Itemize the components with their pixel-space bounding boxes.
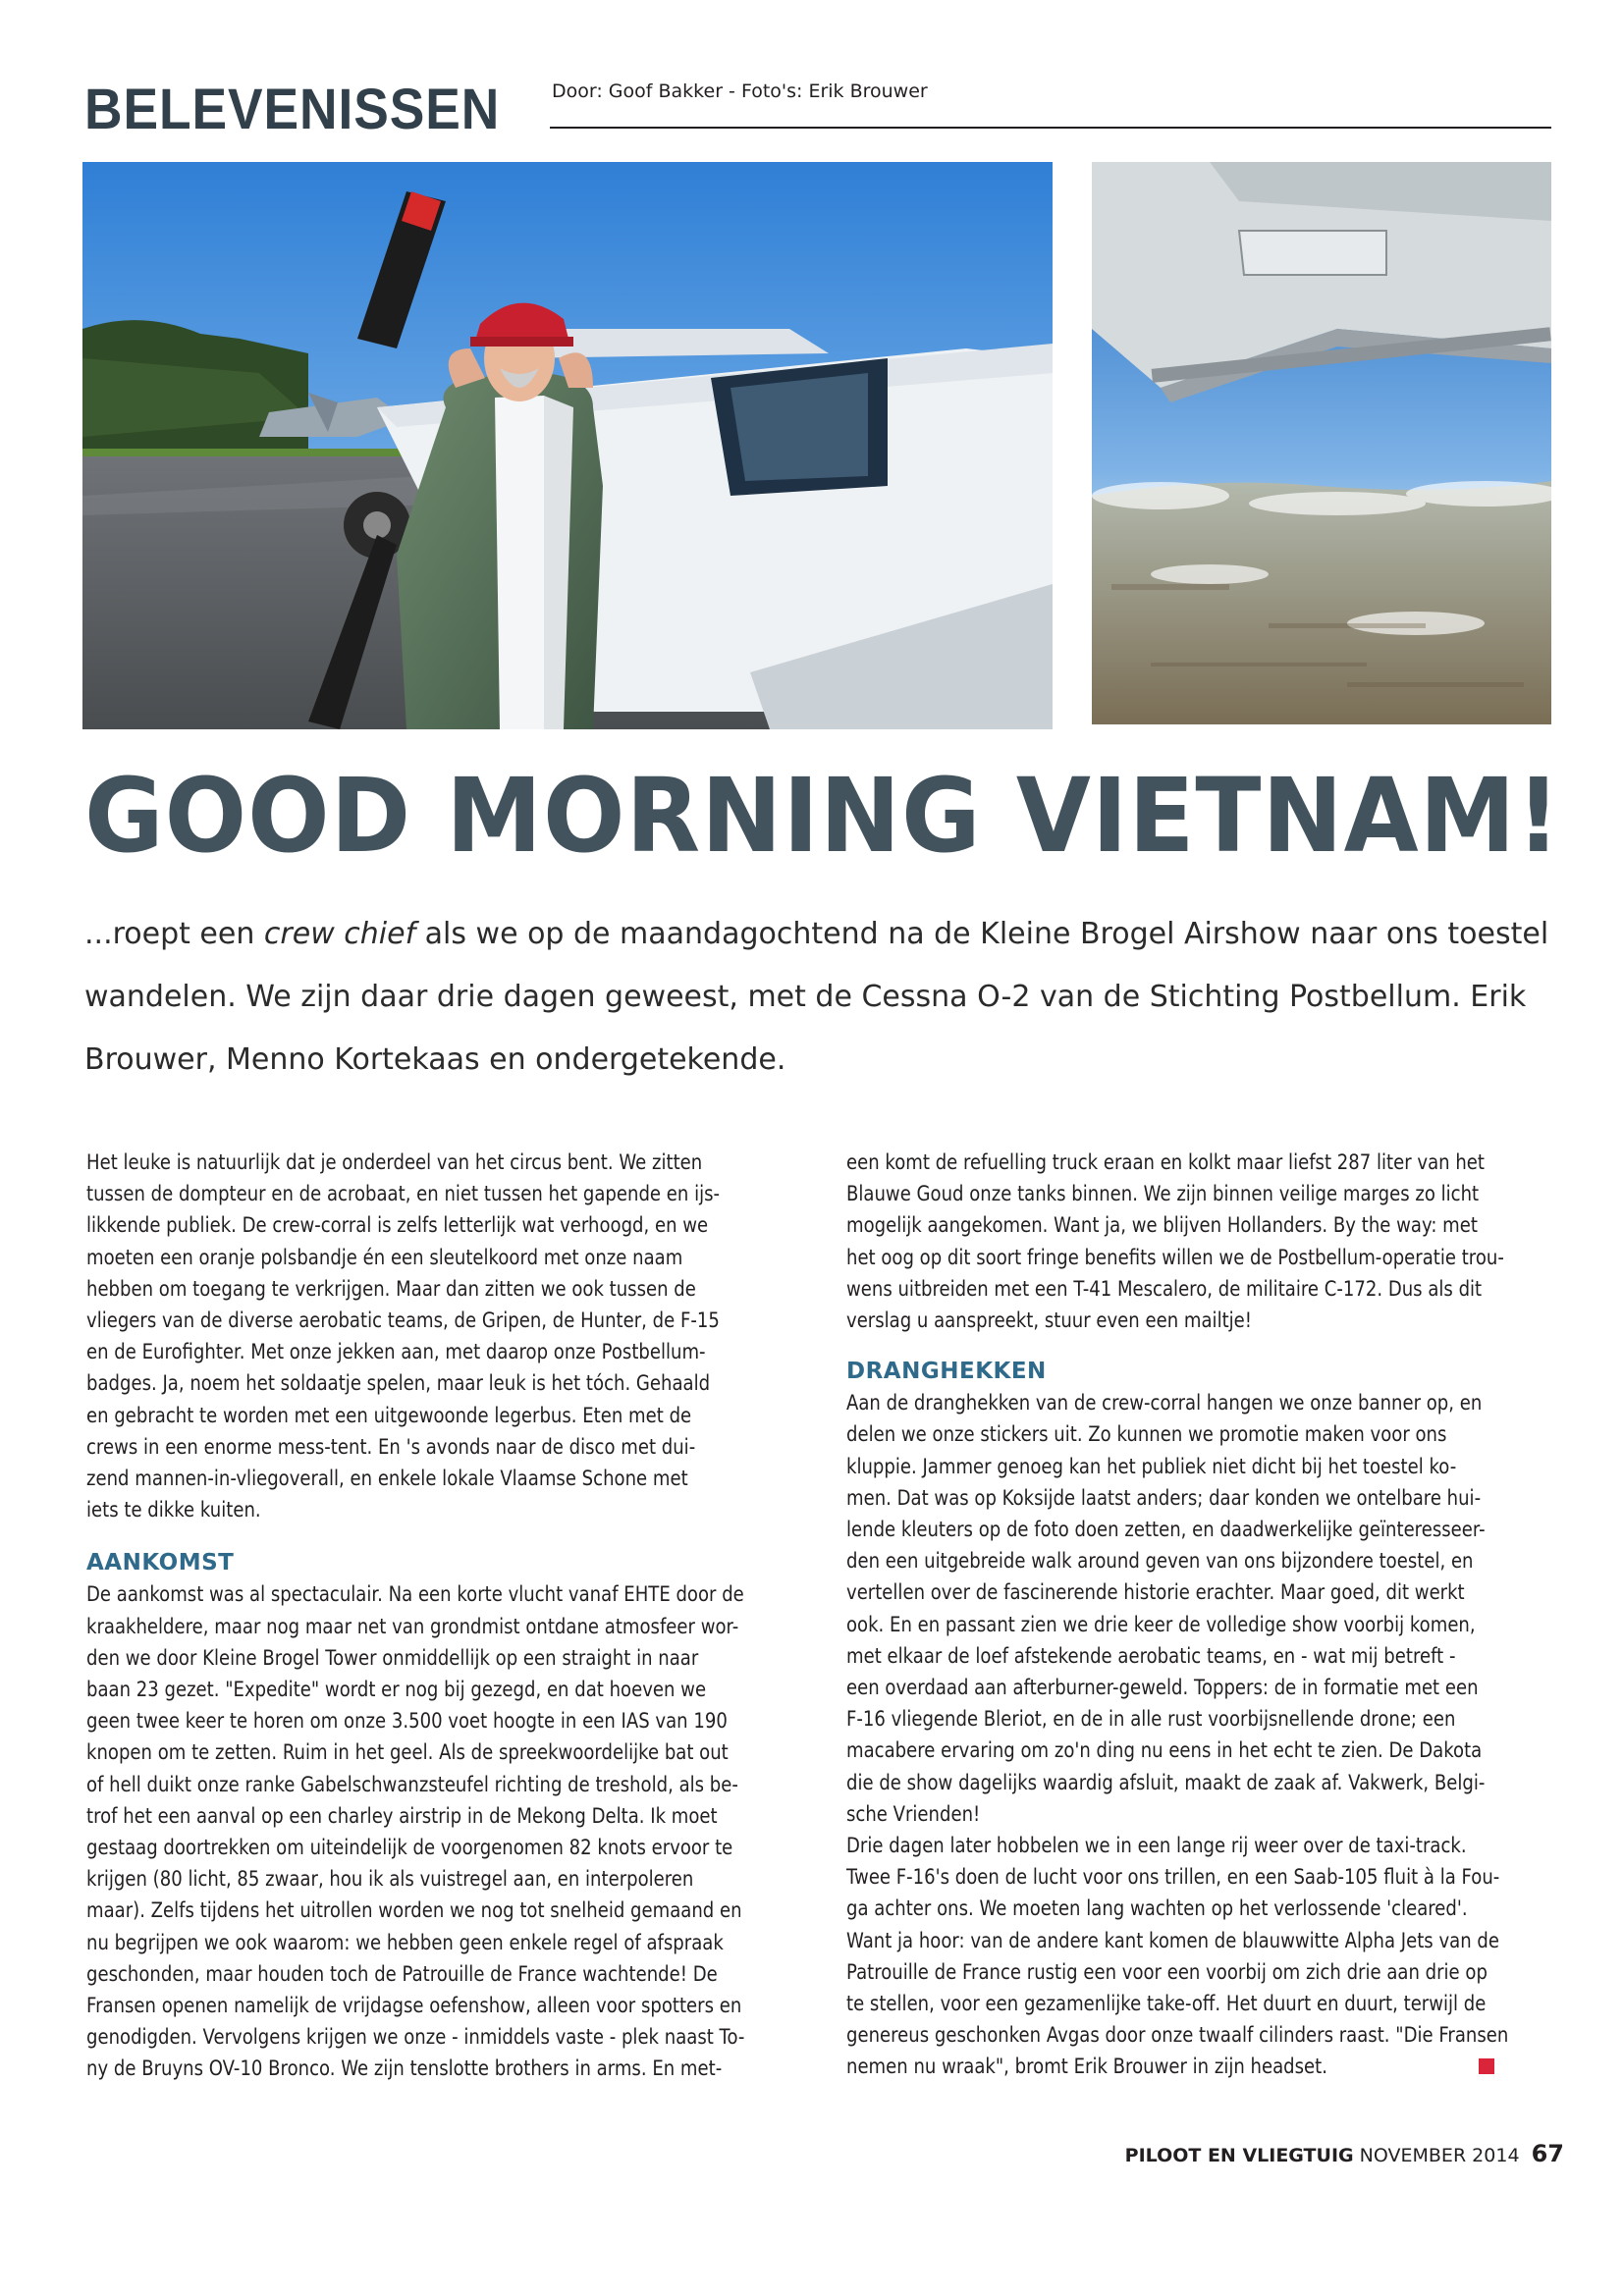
- text-line: baan 23 gezet. "Expedite" wordt er nog bij gezegd, en dat hoeven we: [86, 1678, 707, 1702]
- intro-line-1: [84, 903, 1567, 966]
- text-line: en de Eurofighter. Met onze jekken aan, met daarop onze Postbellum-: [86, 1340, 706, 1364]
- text-line: Twee F-16's doen de lucht voor ons trillen, en een Saab-105 fluit à la Fou-: [846, 1865, 1500, 1890]
- text-line: Drie dagen later hobbelen we in een lange rij weer over de taxi-track.: [846, 1834, 1467, 1858]
- text-line: crews in een enorme mess-tent. En 's avonds naar de disco met dui-: [86, 1434, 696, 1459]
- intro-line-1-start: ...roept een: [84, 917, 264, 951]
- text-line: De aankomst was al spectaculair. Na een korte vlucht vanaf EHTE door de: [86, 1582, 744, 1607]
- heading-dranghekken: DRANGHEKKEN: [846, 1359, 1047, 1385]
- intro-line-1-emphasis: crew chief: [263, 917, 416, 951]
- text-line: tussen de dompteur en de acrobaat, en niet tussen het gapende en ijs-: [86, 1182, 721, 1206]
- footer: [1125, 2140, 1564, 2167]
- text-line: zend mannen-in-vliegoverall, en enkele lokale Vlaamse Schone met: [86, 1467, 688, 1491]
- text-line: vliegers van de diverse aerobatic teams, de Gripen, de Hunter, de F-15: [86, 1308, 720, 1333]
- right-column: [846, 1147, 1573, 2083]
- text-line: geschonden, maar houden toch de Patrouille de France wachtende! De: [86, 1961, 718, 1986]
- footer-issue: NOVEMBER 2014: [1359, 2145, 1520, 2166]
- section-title: BELEVENISSEN: [84, 78, 501, 141]
- right-paragraph-2: [846, 1387, 1573, 2082]
- text-line: badges. Ja, noem het soldaatje spelen, maar leuk is het tóch. Gehaald: [86, 1371, 711, 1396]
- text-line: verslag u aanspreekt, stuur even een mailtje!: [846, 1308, 1253, 1333]
- text-line: likkende publiek. De crew-corral is zelfs letterlijk wat verhoogd, en we: [86, 1213, 709, 1238]
- end-mark-icon: [1479, 2058, 1494, 2074]
- text-line: lende kleuters op de foto doen zetten, en daadwerkelijke geïnteresseer-: [846, 1518, 1486, 1542]
- text-line: moeten een oranje polsbandje én een sleutelkoord met onze naam: [86, 1245, 683, 1269]
- headline: GOOD MORNING VIETNAM!: [84, 756, 1562, 876]
- photo-pilot-and-aircraft: [82, 162, 1053, 729]
- text-line: Patrouille de France rustig een voor een voorbij om zich drie aan drie op: [846, 1959, 1488, 1984]
- text-line: het oog op dit soort fringe benefits willen we de Postbellum-operatie trou-: [846, 1245, 1504, 1269]
- text-line: den we door Kleine Brogel Tower onmiddellijk op een straight in naar: [86, 1645, 699, 1670]
- text-line: een overdaad aan afterburner-geweld. Toppers: de in formatie met een: [846, 1676, 1479, 1700]
- text-line: of hell duikt onze ranke Gabelschwanzsteufel richting de treshold, als be-: [86, 1772, 738, 1796]
- text-line: ga achter ons. We moeten lang wachten op het verlossende 'cleared'.: [846, 1896, 1468, 1921]
- text-line: kluppie. Jammer genoeg kan het publiek niet dicht bij het toestel ko-: [846, 1454, 1457, 1478]
- text-line: delen we onze stickers uit. Zo kunnen we promotie maken voor ons: [846, 1422, 1447, 1447]
- left-paragraph-2: [86, 1578, 803, 2084]
- intro-line-1-end: als we op de maandagochtend na de Kleine Brogel Airshow naar ons toestel: [415, 917, 1549, 951]
- intro: [84, 903, 1567, 1092]
- text-line: en gebracht te worden met een uitgewoonde legerbus. Eten met de: [86, 1403, 692, 1427]
- intro-line-2: wandelen. We zijn daar drie dagen geweest, met de Cessna O-2 van de Stichting Postbellum. Erik: [84, 980, 1527, 1014]
- text-line: Fransen openen namelijk de vrijdagse oefenshow, alleen voor spotters en: [86, 1994, 742, 2018]
- photo-aerial-wing: [1092, 162, 1551, 724]
- text-line: met elkaar de loef afstekende aerobatic teams, en - wat mij betreft -: [846, 1643, 1456, 1668]
- text-line: Blauwe Goud onze tanks binnen. We zijn binnen veilige marges zo licht: [846, 1182, 1480, 1206]
- text-line: sche Vrienden!: [846, 1801, 981, 1826]
- text-line: Want ja hoor: van de andere kant komen de blauwwitte Alpha Jets van de: [846, 1928, 1499, 1952]
- text-line: genodigden. Vervolgens krijgen we onze - inmiddels vaste - plek naast To-: [86, 2025, 745, 2050]
- text-line: iets te dikke kuiten.: [86, 1498, 261, 1522]
- footer-magazine: PILOOT EN VLIEGTUIG: [1124, 2145, 1354, 2166]
- byline: Door: Goof Bakker - Foto's: Erik Brouwer: [552, 80, 928, 102]
- text-line: den een uitgebreide walk around geven van ons bijzondere toestel, en: [846, 1549, 1474, 1574]
- right-paragraph-1: [846, 1147, 1573, 1336]
- text-line: hebben om toegang te verkrijgen. Maar dan zitten we ook tussen de: [86, 1276, 696, 1301]
- text-line: die de show dagelijks waardig afsluit, maakt de zaak af. Vakwerk, Belgi-: [846, 1770, 1486, 1794]
- text-line: men. Dat was op Koksijde laatst anders; daar konden we ontelbare hui-: [846, 1485, 1482, 1510]
- text-line: ook. En en passant zien we drie keer de volledige show voorbij komen,: [846, 1612, 1476, 1636]
- text-line: nu begrijpen we ook waarom: we hebben geen enkele regel of afspraak: [86, 1930, 724, 1954]
- text-line: maar). Zelfs tijdens het uitrollen worden we nog tot snelheid gemaand en: [86, 1898, 742, 1923]
- heading-aankomst: AANKOMST: [86, 1550, 235, 1576]
- text-line: kraakheldere, maar nog maar net van grondmist ontdane atmosfeer wor-: [86, 1614, 739, 1638]
- text-line: een komt de refuelling truck eraan en kolkt maar liefst 287 liter van het: [846, 1150, 1485, 1174]
- text-line: geen twee keer te horen om onze 3.500 voet hoogte in een IAS van 190: [86, 1709, 728, 1734]
- text-line: ny de Bruyns OV-10 Bronco. We zijn tenslotte brothers in arms. En met-: [86, 2056, 723, 2081]
- page-number: 67: [1531, 2140, 1564, 2167]
- text-line: nemen nu wraak", bromt Erik Brouwer in zijn headset.: [846, 2055, 1327, 2079]
- text-line: Aan de dranghekken van de crew-corral hangen we onze banner op, en: [846, 1391, 1483, 1415]
- left-column: [86, 1147, 803, 2085]
- text-line: genereus geschonken Avgas door onze twaalf cilinders raast. "Die Fransen: [846, 2023, 1509, 2048]
- text-line: mogelijk aangekomen. Want ja, we blijven Hollanders. By the way: met: [846, 1213, 1478, 1238]
- text-line: wens uitbreiden met een T-41 Mescalero, de militaire C-172. Dus als dit: [846, 1276, 1483, 1301]
- byline-rule: [550, 127, 1551, 129]
- text-line: gestaag doortrekken om uiteindelijk de voorgenomen 82 knots ervoor te: [86, 1836, 733, 1860]
- intro-line-3: Brouwer, Menno Kortekaas en ondergetekende.: [84, 1042, 786, 1077]
- text-line: Het leuke is natuurlijk dat je onderdeel van het circus bent. We zitten: [86, 1150, 703, 1174]
- left-paragraph-1: [86, 1147, 803, 1525]
- text-line: vertellen over de fascinerende historie erachter. Maar goed, dit werkt: [846, 1580, 1465, 1605]
- text-line: trof het een aanval op een charley airstrip in de Mekong Delta. Ik moet: [86, 1803, 718, 1828]
- text-line: macabere ervaring om zo'n ding nu eens in het echt te zien. De Dakota: [846, 1738, 1483, 1763]
- text-line: knopen om te zetten. Ruim in het geel. Als de spreekwoordelijke bat out: [86, 1740, 729, 1765]
- text-line: krijgen (80 licht, 85 zwaar, hou ik als vuistregel aan, en interpoleren: [86, 1867, 694, 1892]
- text-line: F-16 vliegende Bleriot, en de in alle rust voorbijsnellende drone; een: [846, 1707, 1456, 1732]
- text-line: te stellen, voor een gezamenlijke take-off. Het duurt en duurt, terwijl de: [846, 1992, 1487, 2016]
